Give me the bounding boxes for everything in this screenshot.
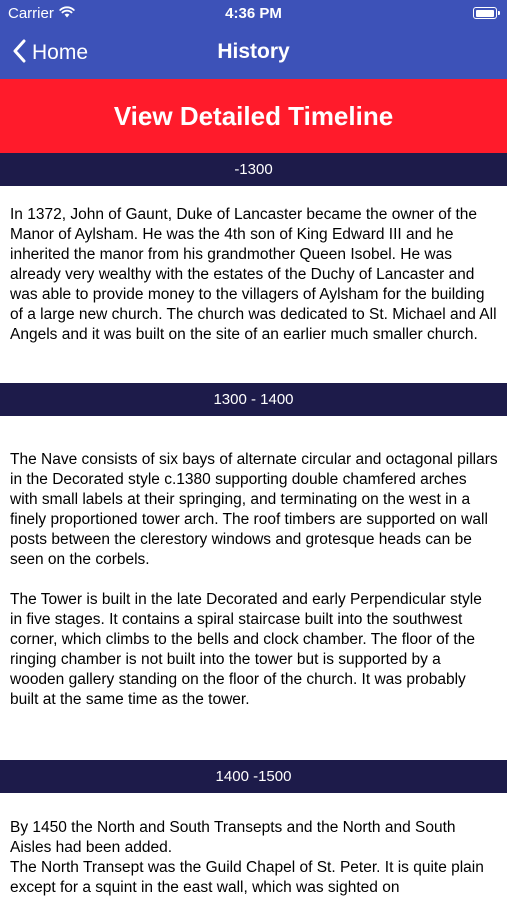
paragraph: The North Transept was the Guild Chapel of St. Peter. It is quite plain except for a squint in the east wall, which was sighted on — [10, 859, 484, 896]
battery-icon — [473, 7, 497, 19]
view-detailed-timeline-button[interactable]: View Detailed Timeline — [0, 79, 507, 153]
paragraph: In 1372, John of Gaunt, Duke of Lancaster became the owner of the Manor of Aylsham. He was the 4th son of King Edward III and he inherited the manor from his grandmother Queen Isobel. He was already very wealthy with the estates of the Duchy of Lancaster and was able to provide money to the villagers of Aylsham for the building of a large new church. The church was dedicated to St. Michael and All Angels and it was built on the site of an earlier much smaller church. — [10, 206, 497, 343]
page-title: History — [217, 40, 290, 63]
navigation-bar — [0, 28, 507, 79]
period-header: 1400 -1500 — [0, 760, 507, 793]
paragraph: The Tower is built in the late Decorated and early Perpendicular style in five stages. It contains a spiral staircase built into the southwest corner, which climbs to the bells and clock chamber. The floor of the ringing chamber is not built into the tower but is supported by a wooden gallery standing on the floor of the church. It was probably built at the same time as the tower. — [10, 591, 482, 708]
status-bar — [0, 0, 507, 28]
paragraph: By 1450 the North and South Transepts and the North and South Aisles had been added. — [10, 819, 456, 856]
period-text — [10, 205, 498, 345]
period-text — [10, 818, 498, 898]
back-label: Home — [32, 41, 89, 64]
period-header: -1300 — [0, 153, 507, 186]
carrier-label: Carrier — [8, 5, 54, 22]
status-time: 4:36 PM — [225, 5, 282, 22]
period-text — [10, 450, 498, 710]
period-header: 1300 - 1400 — [0, 383, 507, 416]
paragraph: The Nave consists of six bays of alternate circular and octagonal pillars in the Decorated style c.1380 supporting double chamfered arches with small labels at their springing, and terminating on the west in a finely proportioned tower arch. The roof timbers are supported on wall posts between the clerestory windows and grotesque heads can be seen on the corbels. — [10, 451, 498, 568]
